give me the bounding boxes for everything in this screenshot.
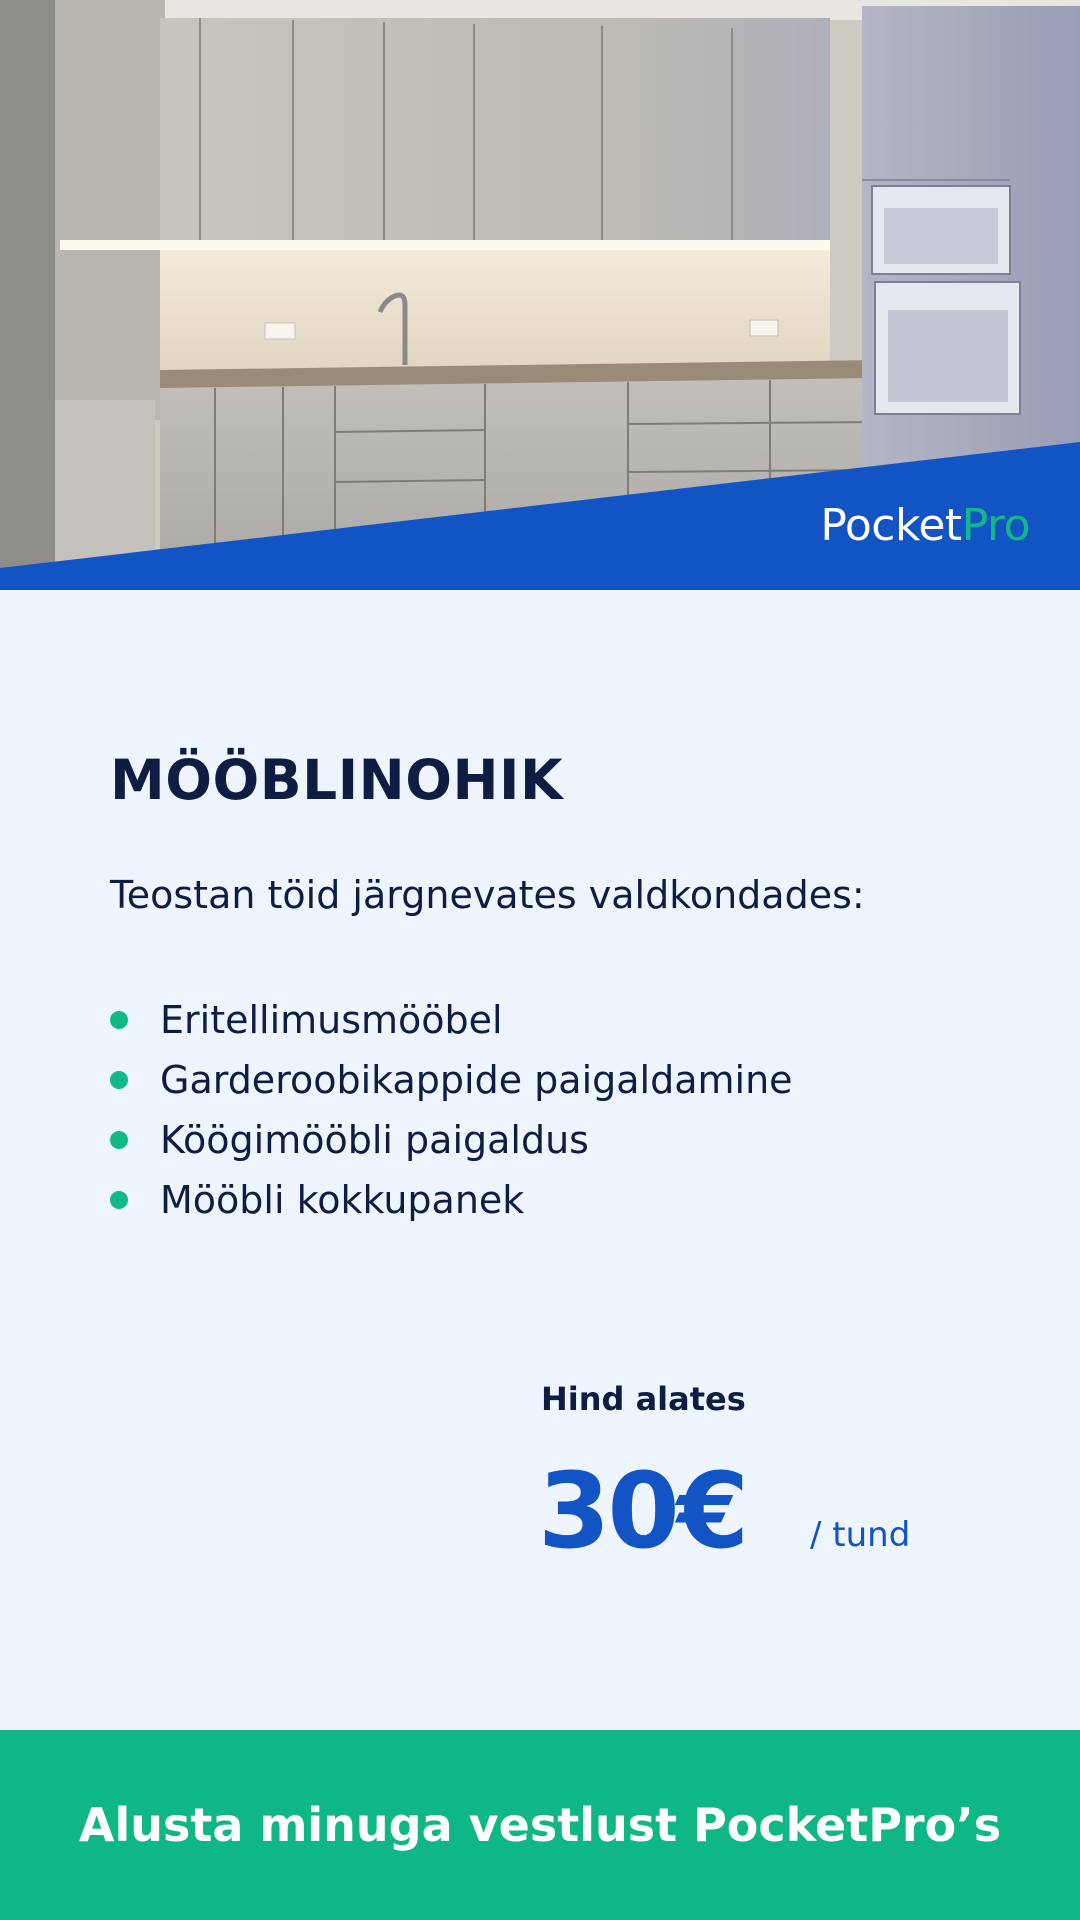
brand-logo bbox=[820, 500, 1030, 551]
price-unit: / tund bbox=[810, 1515, 911, 1555]
list-item bbox=[110, 1170, 793, 1230]
list-item bbox=[110, 1110, 793, 1170]
list-item bbox=[110, 1050, 793, 1110]
service-list bbox=[110, 990, 793, 1230]
brand-logo-part2: Pro bbox=[961, 500, 1030, 551]
service-item-label: Mööbli kokkupanek bbox=[160, 1178, 525, 1222]
bullet-icon bbox=[110, 1191, 128, 1209]
service-item-label: Eritellimusmööbel bbox=[160, 998, 503, 1042]
bullet-icon bbox=[110, 1131, 128, 1149]
price-value: 30€ bbox=[538, 1450, 747, 1572]
bullet-icon bbox=[110, 1071, 128, 1089]
price-label: Hind alates bbox=[541, 1380, 746, 1418]
hero-image bbox=[0, 0, 1080, 590]
bullet-icon bbox=[110, 1011, 128, 1029]
service-item-label: Garderoobikappide paigaldamine bbox=[160, 1058, 793, 1102]
service-intro: Teostan töid järgnevates valdkondades: bbox=[110, 873, 865, 917]
list-item bbox=[110, 990, 793, 1050]
start-chat-button[interactable] bbox=[0, 1730, 1080, 1920]
start-chat-button-label: Alusta minuga vestlust PocketPro’s bbox=[78, 1798, 1002, 1852]
service-title: MÖÖBLINOHIK bbox=[110, 748, 564, 812]
service-item-label: Köögimööbli paigaldus bbox=[160, 1118, 589, 1162]
brand-logo-part1: Pocket bbox=[820, 500, 962, 551]
